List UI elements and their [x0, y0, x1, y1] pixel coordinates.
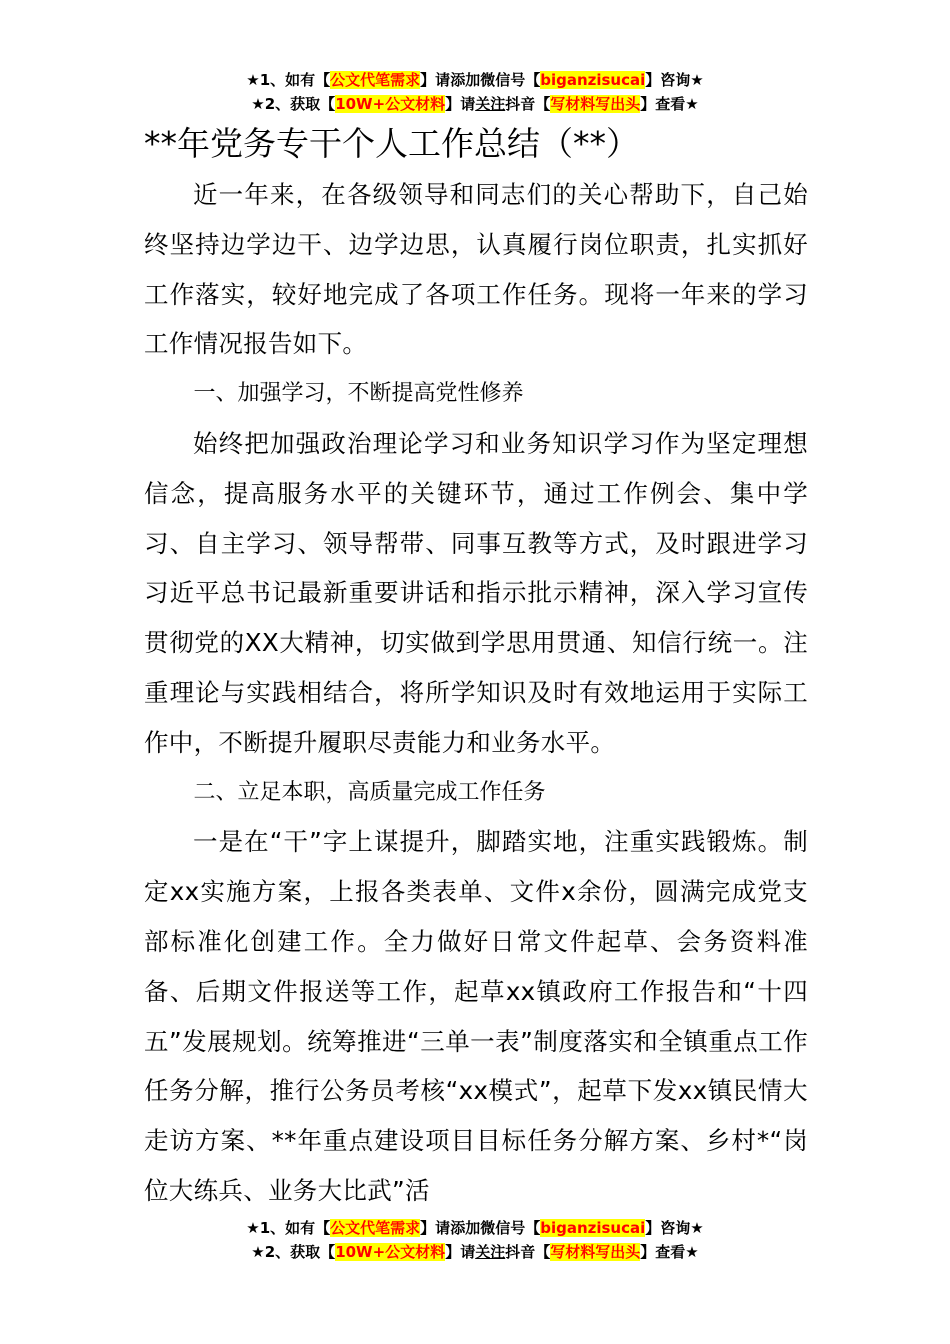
section-heading-1: 一、加强学习，不断提高党性修养 [193, 381, 524, 407]
document-title: **年党务专干个人工作总结（**） [144, 124, 639, 163]
section-2-paragraph: 一是在“干”字上谋提升，脚踏实地，注重实践锻炼。制定xx实施方案，上报各类表单、文件x余份，圆满完成党支部标准化创建工作。全力做好日常文件起草、会务资料准备、后期文件报送等工作，起草xx镇政府工作报告和“十四五”发展规划。统筹推进“三单一表”制度落实和全镇重点工作任务分解，推行公务员考核“xx模式”，起草下发xx镇民情大走访方案、**年重点建设项目目标任务分解方案、乡村*“岗位大练兵、业务大比武”活 [144, 827, 808, 1205]
wechat-id-highlight: biganzisucai [540, 1219, 646, 1237]
promo-highlight: 公文代笔需求 [330, 1219, 421, 1237]
promo-line-2: ★2、获取【10W+公文材料】请关注抖音【写材料写出头】查看★ [251, 95, 699, 113]
intro-paragraph: 近一年来，在各级领导和同志们的关心帮助下，自己始终坚持边学边干、边学边思，认真履行岗位职责，扎实抓好工作落实，较好地完成了各项工作任务。现将一年来的学习工作情况报告如下。 [144, 180, 808, 359]
promo-banner-top [0, 68, 950, 116]
promo-emphasis: 添加 [450, 1219, 481, 1237]
promo-emphasis: 关注 [475, 1243, 506, 1261]
document-body [144, 170, 808, 1216]
promo-banner-bottom [0, 1216, 950, 1264]
section-heading-2: 二、立足本职，高质量完成工作任务 [193, 779, 546, 805]
promo-emphasis: 添加 [450, 71, 481, 89]
promo-line-1: ★1、如有【公文代笔需求】请添加微信号【biganzisucai】咨询★ [246, 1219, 704, 1237]
douyin-id-highlight: 写材料写出头 [550, 95, 641, 113]
promo-highlight: 10W+公文材料 [335, 95, 446, 113]
section-1-paragraph: 始终把加强政治理论学习和业务知识学习作为坚定理想信念，提高服务水平的关键环节，通过工作例会、集中学习、自主学习、领导帮带、同事互教等方式，及时跟进学习习近平总书记最新重要讲话和指示批示精神，深入学习宣传贯彻党的XX大精神，切实做到学思用贯通、知信行统一。注重理论与实践相结合，将所学知识及时有效地运用于实际工作中，不断提升履职尽责能力和业务水平。 [144, 428, 808, 757]
promo-line-2: ★2、获取【10W+公文材料】请关注抖音【写材料写出头】查看★ [251, 1243, 699, 1261]
douyin-id-highlight: 写材料写出头 [550, 1243, 641, 1261]
promo-highlight: 10W+公文材料 [335, 1243, 446, 1261]
promo-highlight: 公文代笔需求 [330, 71, 421, 89]
promo-line-1: ★1、如有【公文代笔需求】请添加微信号【biganzisucai】咨询★ [246, 71, 704, 89]
promo-emphasis: 关注 [475, 95, 506, 113]
wechat-id-highlight: biganzisucai [540, 71, 646, 89]
